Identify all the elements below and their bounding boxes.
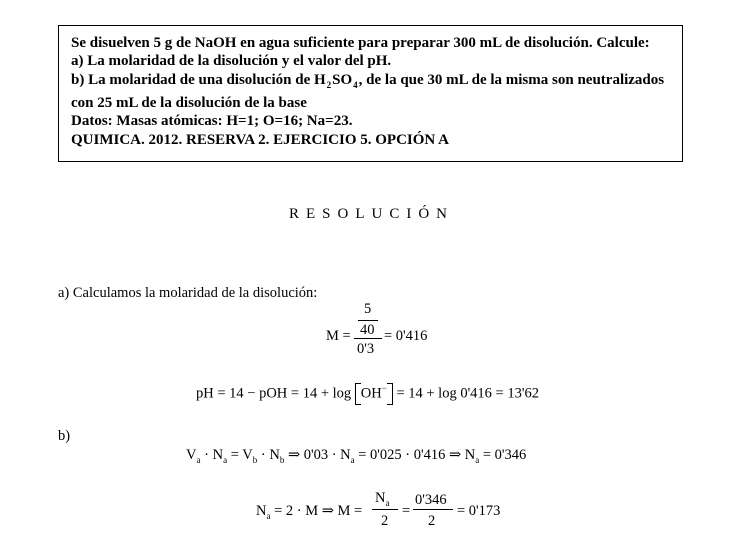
molarity-num-bottom: 40	[360, 322, 375, 338]
problem-line-6: QUIMICA. 2012. RESERVA 2. EJERCICIO 5. OPCIÓN A	[71, 132, 449, 148]
eq1-dot2: ·	[260, 447, 266, 463]
part-b-label: b)	[58, 428, 71, 444]
molarity-denominator: 0'3	[357, 341, 375, 357]
problem-line-5: Datos: Masas atómicas: H=1; O=16; Na=23.	[71, 113, 353, 129]
problem-line-3-pre: b) La molaridad de una disolución de H	[71, 72, 326, 88]
eq2-frac1-bar	[372, 509, 398, 510]
eq2-frac1-den: 2	[381, 513, 389, 529]
ph-pre: pH = 14 − pOH = 14 + log	[196, 385, 352, 402]
eq1-na: N	[212, 447, 224, 463]
eq1-sub-a2: a	[223, 455, 228, 465]
eq2-n: N	[256, 503, 267, 519]
oh-ion: OH	[360, 385, 382, 402]
subscript-2: 2	[326, 80, 332, 90]
ph-post: = 14 + log 0'416 = 13'62	[396, 385, 539, 402]
eq1-rest1: ⇒ 0'03 · N	[287, 447, 351, 463]
eq1-sub-b2: b	[279, 455, 285, 465]
eq2-sub-a: a	[266, 511, 271, 521]
subscript-4: 4	[353, 80, 358, 90]
molarity-main-fraction-bar	[354, 338, 382, 339]
eq1-rest3: = 0'346	[482, 447, 527, 463]
problem-line-2: a) La molaridad de la disolución y el valor del pH.	[71, 53, 392, 69]
eq1-eq: =	[230, 447, 239, 463]
neutralization-equation	[186, 446, 526, 465]
problem-statement-box	[58, 25, 683, 162]
problem-line-4: con 25 mL de la disolución de la base	[71, 95, 307, 111]
eq1-sub-a4: a	[475, 455, 480, 465]
eq1-va: V	[186, 447, 197, 463]
eq1-vb: V	[242, 447, 253, 463]
molarity-result: = 0'416	[384, 328, 428, 344]
eq2-result: = 0'173	[457, 503, 501, 519]
problem-line-3	[71, 71, 664, 90]
part-a-intro: a) Calculamos la molaridad de la disolución:	[58, 285, 318, 301]
resolution-title: RESOLUCIÓN	[288, 206, 454, 222]
eq2-frac1-n: N	[375, 490, 386, 506]
eq2-mid: = 2 · M ⇒ M =	[274, 503, 363, 519]
eq2-frac1-sub-a: a	[385, 498, 390, 508]
problem-line-3-post: , de la que 30 mL de la misma son neutralizados	[358, 72, 665, 88]
eq2-frac2-den: 2	[428, 513, 436, 529]
eq1-sub-b1: b	[252, 455, 258, 465]
right-bracket	[387, 383, 393, 405]
oh-charge: −	[381, 383, 387, 394]
problem-line-1: Se disuelven 5 g de NaOH en agua suficiente para preparar 300 mL de disolución. Calcule:	[71, 35, 650, 51]
eq1-sub-a1: a	[196, 455, 201, 465]
molarity-label: M =	[326, 328, 351, 344]
eq2-eq: =	[402, 503, 411, 519]
ph-formula	[196, 383, 539, 405]
eq2-frac2-num: 0'346	[415, 492, 447, 508]
eq2-frac1-num	[375, 489, 389, 508]
eq1-dot1: ·	[204, 447, 209, 463]
eq2-frac2-bar	[413, 509, 453, 510]
molarity-num-top: 5	[364, 301, 372, 317]
eq1-rest2: = 0'025 · 0'416 ⇒ N	[358, 447, 476, 463]
normality-equation-left	[256, 502, 362, 521]
problem-line-3-mid: SO	[332, 72, 353, 88]
eq1-sub-a3: a	[350, 455, 355, 465]
eq1-nb: N	[269, 447, 280, 463]
